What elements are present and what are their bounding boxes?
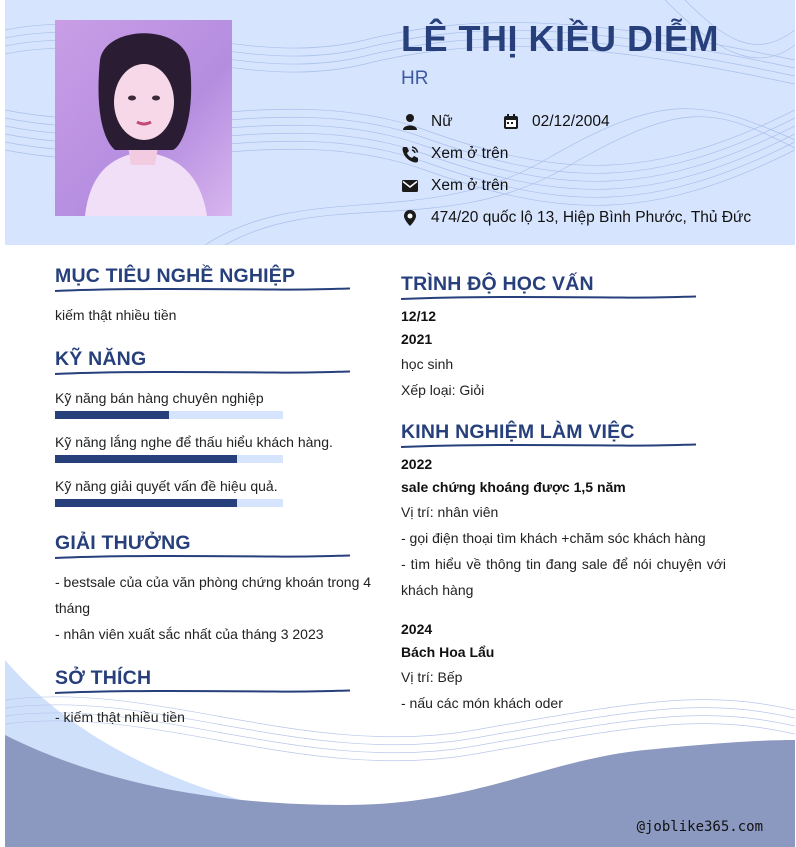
email-value: Xem ở trên bbox=[431, 177, 509, 194]
objective-rule bbox=[55, 287, 350, 293]
footer-handle: @joblike365.com bbox=[636, 819, 763, 835]
job-position: Vị trí: nhân viên bbox=[401, 504, 499, 520]
skill-bar bbox=[55, 411, 283, 419]
email-row bbox=[401, 177, 508, 195]
calendar-icon bbox=[502, 113, 520, 131]
phone-value: Xem ở trên bbox=[431, 145, 509, 162]
education-title: TRÌNH ĐỘ HỌC VẤN bbox=[401, 273, 594, 295]
experience-rule bbox=[401, 443, 696, 449]
education-major: học sinh bbox=[401, 356, 454, 372]
candidate-name: LÊ THỊ KIỀU DIỄM bbox=[401, 18, 720, 59]
education-rank: Xếp loại: Giỏi bbox=[401, 382, 485, 398]
skill-fill bbox=[55, 499, 237, 507]
objective-text: kiếm thật nhiều tiền bbox=[55, 307, 177, 323]
skills-rule bbox=[55, 370, 350, 376]
avatar bbox=[55, 20, 232, 216]
skill-fill bbox=[55, 455, 237, 463]
phone-row bbox=[401, 145, 508, 163]
job-position: Vị trí: Bếp bbox=[401, 669, 463, 685]
hobbies-title: SỞ THÍCH bbox=[55, 667, 152, 689]
skill-label: Kỹ năng lắng nghe để thấu hiểu khách hàng. bbox=[55, 434, 333, 450]
user-icon bbox=[401, 113, 419, 131]
cv-page bbox=[5, 0, 795, 847]
hobbies-text: - kiếm thật nhiều tiền bbox=[55, 709, 185, 725]
skills-title: KỸ NĂNG bbox=[55, 348, 147, 370]
job-duty: - nấu các món khách oder bbox=[401, 695, 563, 711]
birthdate-value: 02/12/2004 bbox=[532, 113, 610, 130]
skill-label: Kỹ năng giải quyết vấn đề hiệu quả. bbox=[55, 478, 278, 494]
education-year: 2021 bbox=[401, 331, 433, 347]
skill-bar bbox=[55, 455, 283, 463]
email-icon bbox=[401, 177, 419, 195]
location-icon bbox=[401, 209, 419, 227]
awards-rule bbox=[55, 554, 350, 560]
gender-row bbox=[401, 113, 453, 131]
education-rule bbox=[401, 295, 696, 301]
awards-title: GIẢI THƯỞNG bbox=[55, 532, 191, 554]
skill-label: Kỹ năng bán hàng chuyên nghiệp bbox=[55, 390, 264, 406]
birthdate-row bbox=[502, 113, 610, 131]
address-value: 474/20 quốc lộ 13, Hiệp Bình Phước, Thủ Đức bbox=[431, 209, 752, 226]
job-company: Bách Hoa Lẩu bbox=[401, 644, 495, 660]
candidate-role: HR bbox=[401, 68, 429, 89]
phone-icon bbox=[401, 145, 419, 163]
job-duty: - gọi điện thoại tìm khách +chăm sóc khách hàng bbox=[401, 530, 706, 546]
job-duty: - tìm hiểu về thông tin đang sale để nói chuyện với khách hàng bbox=[401, 556, 726, 598]
education-grade: 12/12 bbox=[401, 308, 437, 324]
awards-text: - bestsale của của văn phòng chứng khoán trong 4 tháng bbox=[55, 574, 372, 616]
address-row bbox=[401, 209, 751, 227]
objective-title: MỤC TIÊU NGHỀ NGHIỆP bbox=[55, 265, 296, 287]
skill-fill bbox=[55, 411, 169, 419]
skill-bar bbox=[55, 499, 283, 507]
gender-value: Nữ bbox=[431, 113, 453, 130]
job-company: sale chứng khoáng được 1,5 năm bbox=[401, 479, 626, 495]
job-year: 2022 bbox=[401, 456, 433, 472]
job-year: 2024 bbox=[401, 621, 433, 637]
experience-title: KINH NGHIỆM LÀM VIỆC bbox=[401, 421, 635, 443]
hobbies-rule bbox=[55, 689, 350, 695]
awards-text-2: - nhân viên xuất sắc nhất của tháng 3 2023 bbox=[55, 626, 324, 642]
